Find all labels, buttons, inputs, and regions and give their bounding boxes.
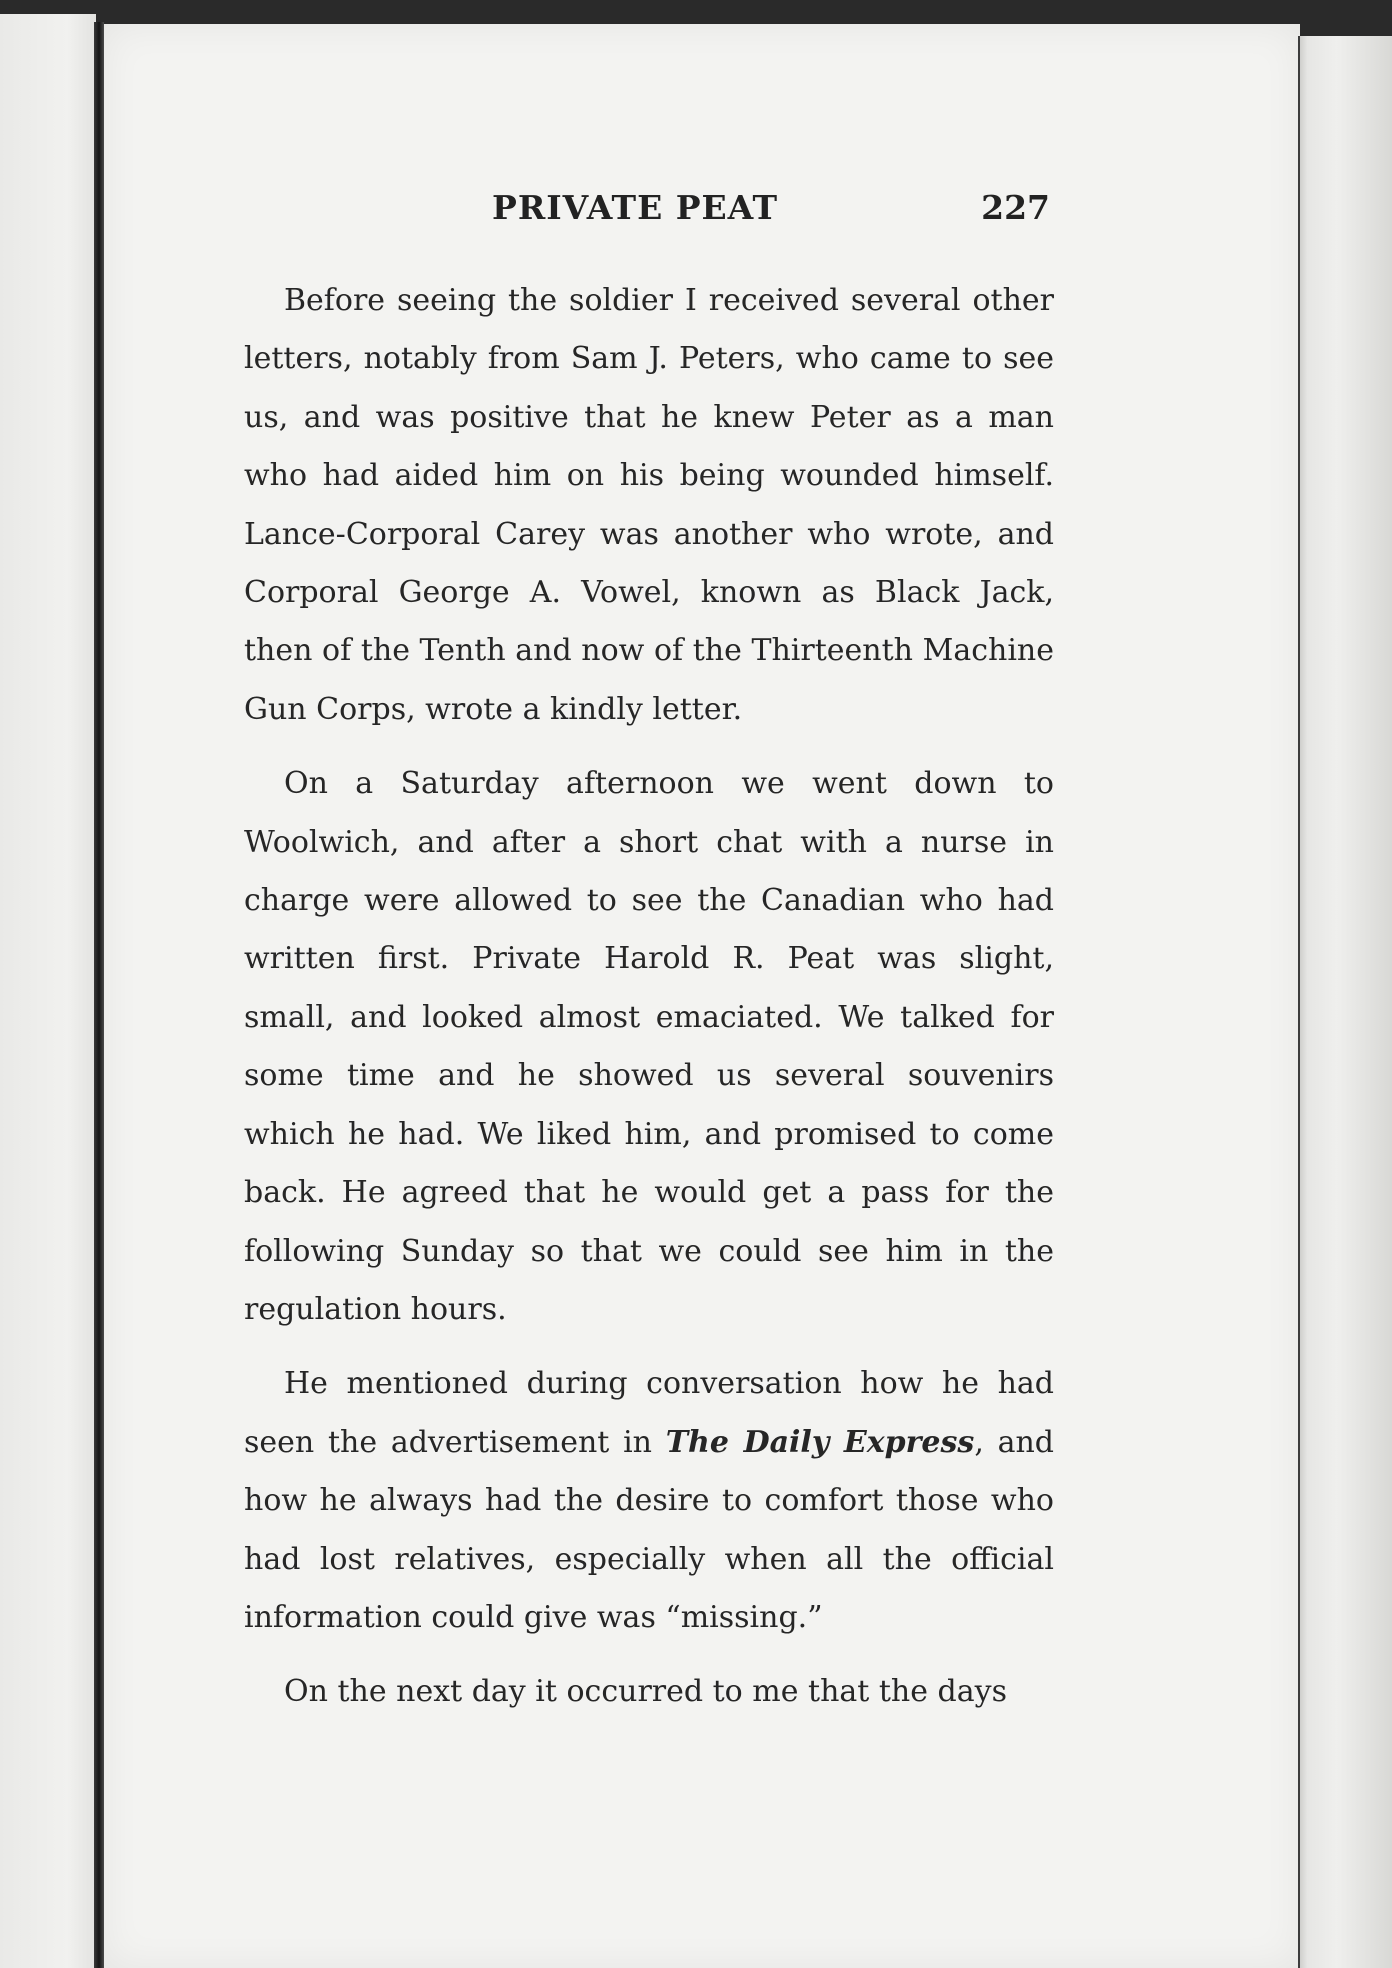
book-gutter (94, 22, 104, 1968)
paragraph-text: He mentioned during conversation how he had seen the advertisement in (244, 1366, 1054, 1460)
paragraph-text: , and how he always had the desire to comfort those who had lost relatives, especially when all the official information could give was “missing.” (244, 1424, 1054, 1635)
running-title: PRIVATE PEAT (492, 188, 779, 227)
page-number: 227 (981, 188, 1050, 227)
paragraph: On the next day it occurred to me that the days (284, 1674, 1007, 1710)
paragraph (244, 1355, 1054, 1647)
book-cover-edge (1300, 36, 1392, 1968)
paragraph: Before seeing the soldier I received several other letters, notably from Sam J. Peters, who came to see us, and was positive that he knew Peter as a man who had aided him on his being wounded himself. Lance-Corporal Carey was another who wrote, and Corporal George A. Vowel, known as Black Jack, then of the Tenth and now of the Thirteenth Machine Gun Corps, wrote a kindly letter. (244, 283, 1054, 727)
body-text (244, 272, 1054, 1738)
running-head (244, 184, 1054, 234)
newspaper-title: The Daily Express (665, 1424, 975, 1460)
paragraph: On a Saturday afternoon we went down to Woolwich, and after a short chat with a nurse in charge were allowed to see the Canadian who had written first. Private Harold R. Peat was slight, small, and looked almost emaciated. We talked for some time and he showed us several souvenirs which he had. We liked him, and promised to come back. He agreed that he would get a pass for the following Sunday so that we could see him in the regulation hours. (244, 766, 1054, 1327)
facing-page-edge (0, 14, 96, 1968)
